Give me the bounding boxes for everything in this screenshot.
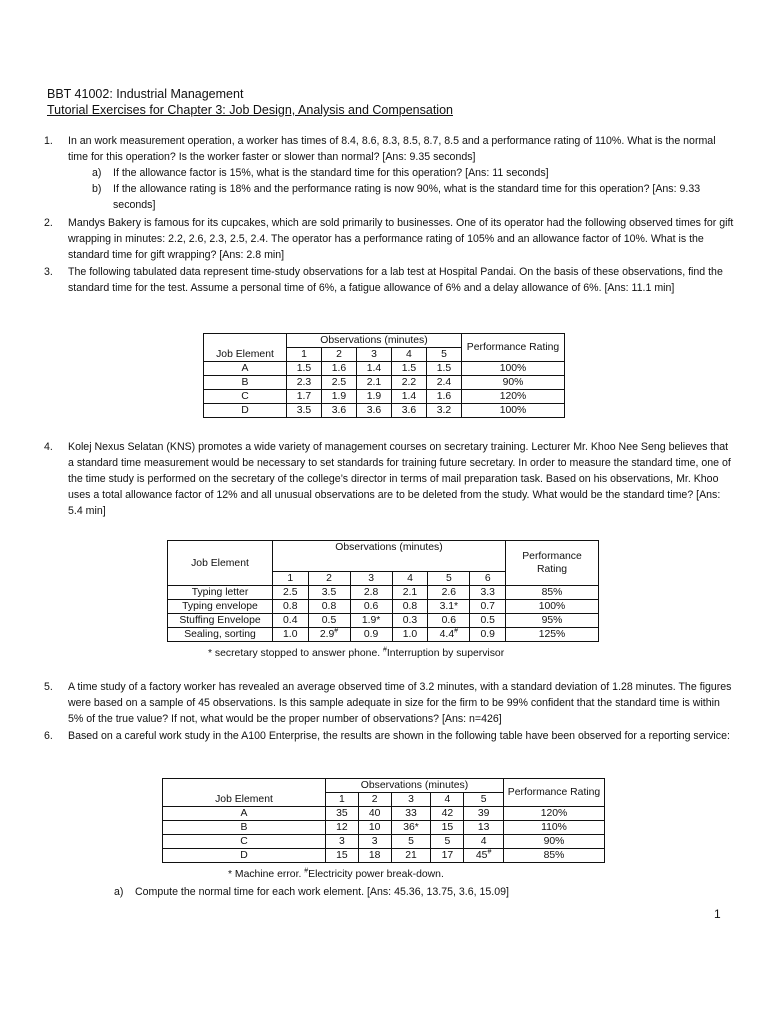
cell-obs: 33	[391, 807, 431, 821]
cell-obs: 18	[358, 849, 391, 863]
superscript-mark: #	[454, 627, 459, 635]
cell-obs: 42	[431, 807, 464, 821]
table-row	[204, 390, 565, 404]
question-text: Kolej Nexus Selatan (KNS) promotes a wide variety of management courses on secretary training. Lecturer Mr. Khoo Nee Seng believes that a standard time measurement would be necessary to set standards for training future secretary. In order to measure the standard time, one of the time study is performed on the secretary of the college’s director in terms of mail preparation task. Based on his observations, Mr. Khoo uses a total allowance factor of 12% and all unusual observations are to be deleted from the study. What would be the standard time? [Ans: 5.4 min]	[68, 441, 731, 517]
cell-rating: 90%	[504, 835, 605, 849]
cell-obs: 1.9*	[350, 614, 392, 628]
question-3	[44, 264, 734, 296]
cell-obs: 1.7	[287, 390, 322, 404]
cell-rating: 85%	[504, 849, 605, 863]
cell-element: A	[204, 362, 287, 376]
cell-element: D	[204, 404, 287, 418]
cell-obs: 0.5	[470, 614, 506, 628]
table-row	[204, 404, 565, 418]
cell-obs: 5	[431, 835, 464, 849]
cell-element: C	[163, 835, 326, 849]
table-row	[168, 600, 599, 614]
table-row	[168, 628, 599, 642]
cell-obs: 35	[326, 807, 359, 821]
cell-obs: 3	[358, 835, 391, 849]
cell-rating: 100%	[506, 600, 599, 614]
cell-obs: 2.8	[350, 586, 392, 600]
question-text: In an work measurement operation, a worker has times of 8.4, 8.6, 8.3, 8.5, 8.7, 8.5 and a performance rating of 110%. What is the normal time for this operation? Is the worker faster or slower than normal? [Ans: 9.35 seconds]	[68, 135, 716, 163]
obs-number: 1	[287, 348, 322, 362]
obs-number: 3	[350, 572, 392, 586]
cell-obs: 0.3	[392, 614, 428, 628]
question-number: 5.	[44, 681, 53, 693]
question-number: 1.	[44, 135, 53, 147]
header-performance: Performance Rating	[462, 334, 565, 362]
question-6	[44, 728, 734, 744]
cell-obs: 0.5	[308, 614, 350, 628]
cell-element: Stuffing Envelope	[168, 614, 273, 628]
table-2-footnote	[208, 647, 504, 660]
cell-obs: 15	[431, 821, 464, 835]
observations-table-2	[167, 540, 599, 642]
obs-number: 3	[391, 793, 431, 807]
cell-value: 2.9	[319, 629, 335, 640]
question-5	[44, 679, 734, 727]
cell-obs: 36*	[391, 821, 431, 835]
cell-obs: 3.6	[356, 404, 391, 418]
cell-obs: 3.2	[426, 404, 461, 418]
sub-label: a)	[92, 167, 102, 179]
sub-label: b)	[92, 183, 102, 195]
cell-element: B	[204, 376, 287, 390]
cell-obs: 1.4	[391, 390, 426, 404]
cell-obs: 0.8	[273, 600, 309, 614]
superscript-mark: #	[487, 848, 492, 856]
cell-element: D	[163, 849, 326, 863]
obs-number: 2	[321, 348, 356, 362]
cell-obs: 1.6	[321, 362, 356, 376]
table-row	[204, 376, 565, 390]
observations-table-1	[203, 333, 565, 418]
cell-obs: 21	[391, 849, 431, 863]
question-number: 3.	[44, 266, 53, 278]
cell-obs: 1.9	[356, 390, 391, 404]
footnote-part: * secretary stopped to answer phone.	[208, 648, 384, 659]
table-row	[204, 362, 565, 376]
cell-obs: 2.6	[428, 586, 470, 600]
cell-element: Sealing, sorting	[168, 628, 273, 642]
question-1	[44, 133, 734, 165]
cell-obs: 0.8	[392, 600, 428, 614]
cell-obs: 2.5	[321, 376, 356, 390]
cell-obs	[308, 628, 350, 642]
cell-obs: 39	[464, 807, 504, 821]
question-text: A time study of a factory worker has revealed an average observed time of 3.2 minutes, with a standard deviation of 1.28 minutes. The figures were based on a sample of 45 observations. Is this sample adequate in size for the firm to be 99% confident that the standard time is within 5% of the true value? If not, what would be the proper number of observations? [Ans: n=426]	[68, 681, 732, 725]
obs-number: 3	[356, 348, 391, 362]
table-3-footnote	[228, 868, 444, 881]
cell-obs: 17	[431, 849, 464, 863]
obs-number: 5	[464, 793, 504, 807]
cell-obs: 1.0	[273, 628, 309, 642]
header-observations: Observations (minutes)	[273, 541, 506, 572]
header-empty	[204, 334, 287, 348]
obs-number: 4	[431, 793, 464, 807]
question-text: The following tabulated data represent time-study observations for a lab test at Hospital Pandai. On the basis of these observations, find the standard time for the test. Assume a personal time of 6%, a fatigue allowance of 6% and a delay allowance of 6%. [Ans: 11.1 min]	[68, 266, 723, 294]
cell-obs: 2.1	[356, 376, 391, 390]
cell-obs	[464, 849, 504, 863]
cell-rating: 95%	[506, 614, 599, 628]
observations-table-3	[162, 778, 605, 863]
header-performance: Performance Rating	[504, 779, 605, 807]
header-observations: Observations (minutes)	[326, 779, 504, 793]
cell-obs: 1.5	[391, 362, 426, 376]
footnote-part: Electricity power break-down.	[308, 869, 444, 880]
question-number: 4.	[44, 441, 53, 453]
cell-rating: 100%	[462, 404, 565, 418]
cell-obs: 1.4	[356, 362, 391, 376]
cell-obs: 2.3	[287, 376, 322, 390]
cell-obs: 1.0	[392, 628, 428, 642]
cell-obs: 0.6	[428, 614, 470, 628]
cell-obs: 2.1	[392, 586, 428, 600]
footnote-part: Interruption by supervisor	[386, 648, 505, 659]
cell-rating: 110%	[504, 821, 605, 835]
obs-number: 6	[470, 572, 506, 586]
cell-obs: 0.6	[350, 600, 392, 614]
cell-rating: 120%	[504, 807, 605, 821]
superscript-mark: #	[304, 867, 309, 875]
table-row	[163, 821, 605, 835]
cell-obs	[428, 628, 470, 642]
page-number: 1	[714, 907, 721, 921]
cell-obs: 13	[464, 821, 504, 835]
question-6a	[114, 884, 754, 900]
cell-value: 45	[475, 850, 488, 861]
footnote-part: * Machine error.	[228, 869, 305, 880]
question-number: 6.	[44, 730, 53, 742]
cell-rating: 85%	[506, 586, 599, 600]
obs-number: 5	[426, 348, 461, 362]
header-performance: Performance Rating	[506, 541, 599, 586]
header-job-element: Job Element	[163, 793, 326, 807]
cell-obs: 1.9	[321, 390, 356, 404]
question-1b	[92, 181, 732, 213]
cell-obs: 1.6	[426, 390, 461, 404]
cell-obs: 15	[326, 849, 359, 863]
header-observations: Observations (minutes)	[287, 334, 462, 348]
superscript-mark: #	[334, 627, 339, 635]
cell-rating: 90%	[462, 376, 565, 390]
cell-obs: 1.5	[426, 362, 461, 376]
cell-obs: 3.5	[308, 586, 350, 600]
obs-number: 5	[428, 572, 470, 586]
cell-element: B	[163, 821, 326, 835]
cell-obs: 0.4	[273, 614, 309, 628]
sub-text: If the allowance rating is 18% and the performance rating is now 90%, what is the standard time for this operation? [Ans: 9.33 seconds]	[113, 183, 701, 211]
question-number: 2.	[44, 217, 53, 229]
cell-obs: 2.2	[391, 376, 426, 390]
table-row	[168, 586, 599, 600]
header-empty	[163, 779, 326, 793]
question-4	[44, 439, 734, 519]
cell-rating: 125%	[506, 628, 599, 642]
sub-text: Compute the normal time for each work element. [Ans: 45.36, 13.75, 3.6, 15.09]	[135, 886, 509, 898]
cell-obs: 0.9	[470, 628, 506, 642]
cell-obs: 0.7	[470, 600, 506, 614]
sub-text: If the allowance factor is 15%, what is the standard time for this operation? [Ans: 11 seconds]	[113, 167, 549, 179]
cell-obs: 3.3	[470, 586, 506, 600]
obs-number: 2	[308, 572, 350, 586]
table-row	[163, 807, 605, 821]
cell-value: 4.4	[439, 629, 455, 640]
cell-element: C	[204, 390, 287, 404]
cell-obs: 10	[358, 821, 391, 835]
cell-obs: 3.6	[391, 404, 426, 418]
cell-rating: 120%	[462, 390, 565, 404]
cell-obs: 5	[391, 835, 431, 849]
sub-label: a)	[114, 886, 124, 898]
cell-obs: 40	[358, 807, 391, 821]
cell-obs: 3.6	[321, 404, 356, 418]
obs-number: 2	[358, 793, 391, 807]
cell-obs: 2.4	[426, 376, 461, 390]
header-job-element: Job Element	[204, 348, 287, 362]
header-job-element: Job Element	[168, 541, 273, 586]
table-row	[163, 849, 605, 863]
cell-element: A	[163, 807, 326, 821]
cell-obs: 0.8	[308, 600, 350, 614]
cell-element: Typing envelope	[168, 600, 273, 614]
cell-obs: 3.5	[287, 404, 322, 418]
cell-rating: 100%	[462, 362, 565, 376]
cell-obs: 4	[464, 835, 504, 849]
question-1a	[92, 165, 732, 181]
cell-obs: 2.5	[273, 586, 309, 600]
tutorial-subtitle: Tutorial Exercises for Chapter 3: Job Design, Analysis and Compensation	[47, 103, 453, 117]
obs-number: 4	[391, 348, 426, 362]
cell-obs: 3.1*	[428, 600, 470, 614]
table-row	[168, 614, 599, 628]
obs-number: 1	[326, 793, 359, 807]
cell-obs: 0.9	[350, 628, 392, 642]
table-row	[163, 835, 605, 849]
question-text: Based on a careful work study in the A100 Enterprise, the results are shown in the following table have been observed for a reporting service:	[68, 730, 730, 742]
obs-number: 1	[273, 572, 309, 586]
cell-obs: 3	[326, 835, 359, 849]
course-title: BBT 41002: Industrial Management	[47, 87, 244, 101]
cell-obs: 1.5	[287, 362, 322, 376]
obs-number: 4	[392, 572, 428, 586]
cell-obs: 12	[326, 821, 359, 835]
question-text: Mandys Bakery is famous for its cupcakes, which are sold primarily to businesses. One of its operator had the following observed times for gift wrapping in minutes: 2.2, 2.6, 2.3, 2.5, 2.4. The operator has a performance rating of 105% and an allowance factor of 10%. What is the standard time for gift wrapping? [Ans: 2.8 min]	[68, 217, 734, 261]
question-2	[44, 215, 734, 263]
superscript-mark: #	[383, 646, 387, 654]
cell-element: Typing letter	[168, 586, 273, 600]
